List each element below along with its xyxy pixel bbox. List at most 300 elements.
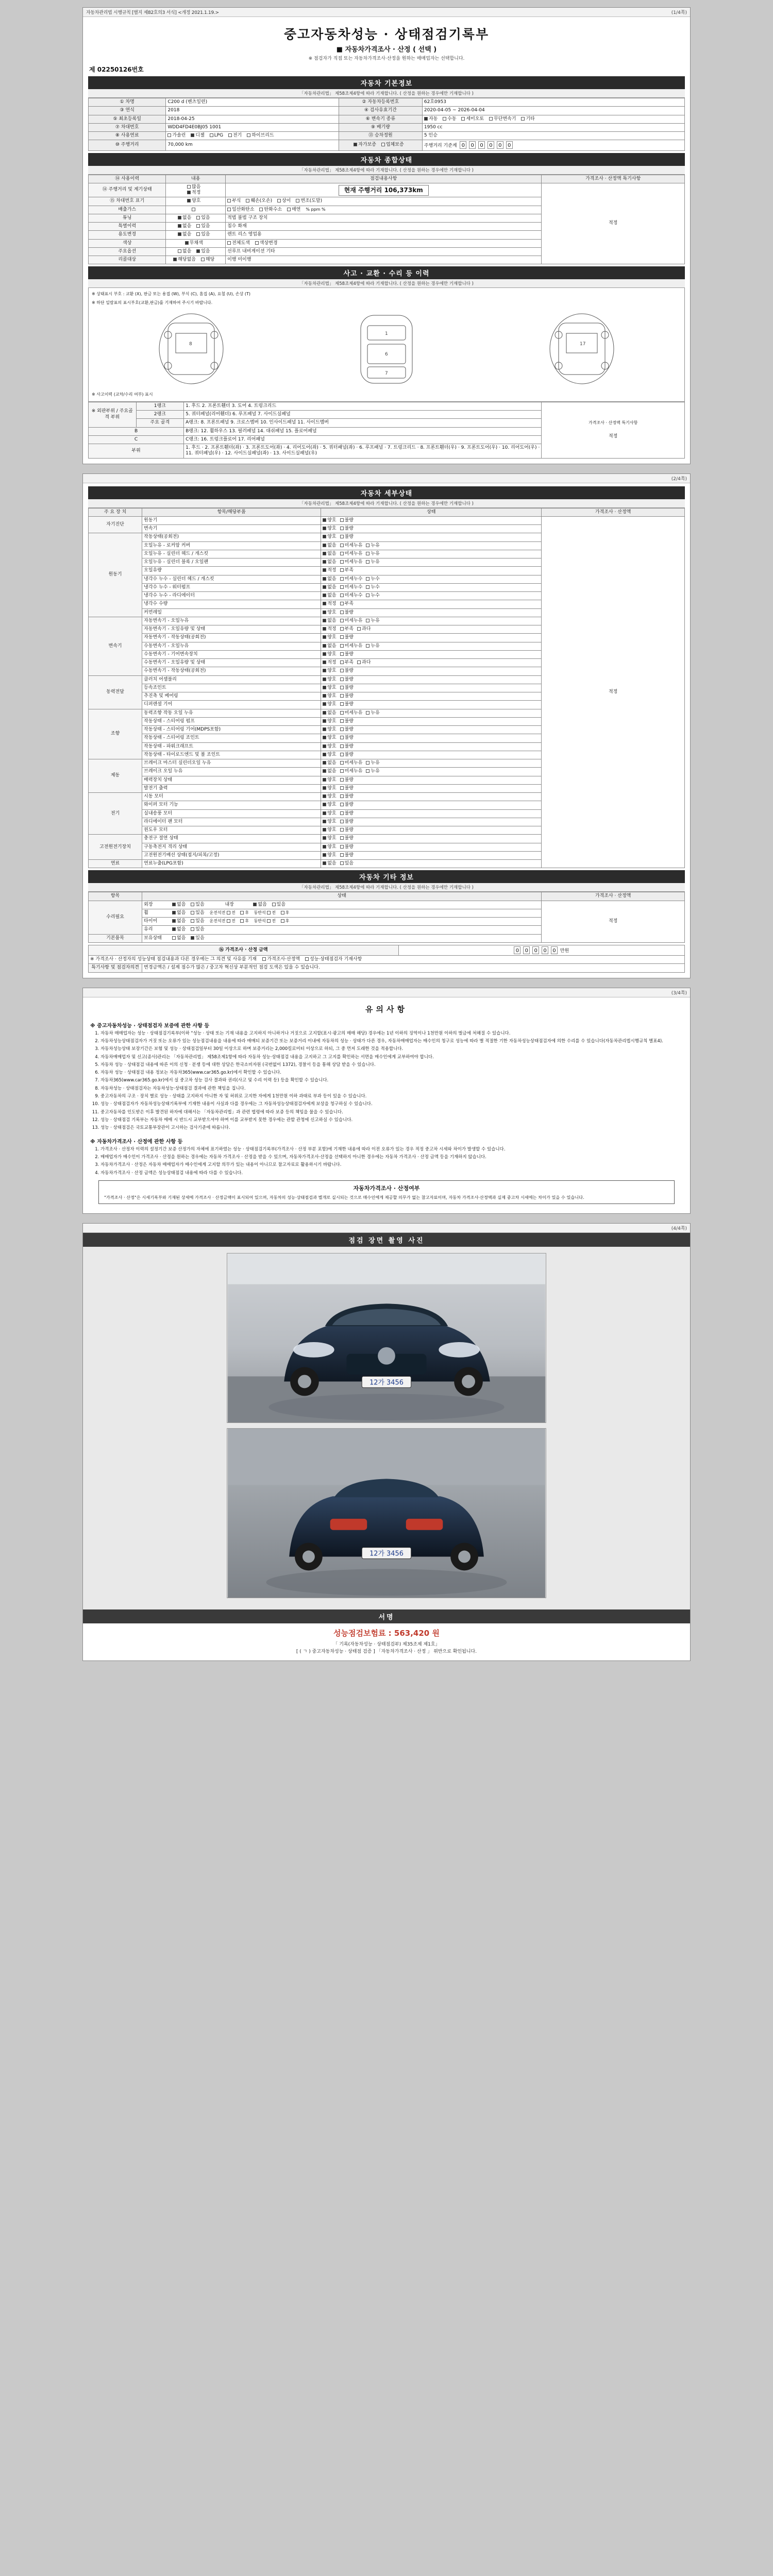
detail-item-options[interactable] [321, 625, 542, 634]
detail-option-0[interactable] [323, 853, 336, 858]
fuel-option-lpg[interactable]: LPG [210, 133, 223, 139]
checkbox-icon[interactable] [323, 535, 326, 538]
checkbox-icon[interactable] [323, 719, 326, 723]
opt-different[interactable]: 상이 [277, 198, 291, 204]
opt-damage[interactable]: 훼손(오손) [246, 198, 272, 204]
detail-option-1[interactable] [340, 585, 363, 590]
checkbox-icon[interactable] [340, 736, 344, 739]
detail-option-0[interactable] [323, 769, 336, 774]
checkbox-icon[interactable] [323, 711, 326, 715]
detail-option-0[interactable] [323, 551, 336, 557]
detail-option-0[interactable] [323, 794, 336, 800]
opt-ext-none[interactable]: 없음 [172, 902, 186, 908]
detail-option-0[interactable] [323, 760, 336, 766]
detail-option-0[interactable] [323, 543, 336, 549]
opt-price-assessed[interactable]: 가격조사·산정액 [262, 957, 300, 962]
opt-wheel-rl[interactable]: 후 [240, 910, 249, 916]
detail-item-options[interactable] [321, 860, 542, 868]
detail-option-1[interactable] [340, 702, 354, 707]
opt-wheel-none[interactable]: 없음 [172, 910, 186, 916]
checkbox-icon[interactable] [323, 786, 326, 790]
row-opts-emission[interactable] [166, 206, 226, 214]
checkbox-icon[interactable] [323, 836, 326, 840]
detail-item-options[interactable] [321, 608, 542, 617]
checkbox-icon[interactable] [340, 820, 344, 823]
detail-option-0[interactable] [323, 811, 336, 817]
detail-item-options[interactable] [321, 701, 542, 709]
warranty-option-company[interactable]: 업체보증 [381, 142, 404, 148]
detail-item-options[interactable] [321, 742, 542, 751]
detail-option-0[interactable] [323, 668, 336, 674]
checkbox-icon[interactable] [323, 727, 326, 731]
detail-option-1[interactable] [340, 819, 354, 825]
detail-option-0[interactable] [323, 693, 336, 699]
detail-option-1[interactable] [340, 577, 363, 582]
detail-option-0[interactable] [323, 844, 336, 850]
checkbox-icon[interactable] [366, 577, 369, 581]
detail-option-1[interactable] [340, 526, 354, 532]
opt-wheel-fl[interactable]: 전 [227, 910, 236, 916]
opt-usechange-none[interactable]: 없음 [178, 232, 191, 238]
detail-item-options[interactable] [321, 550, 542, 558]
checkbox-icon[interactable] [340, 836, 344, 840]
checkbox-icon[interactable] [340, 594, 344, 597]
detail-option-1[interactable] [340, 811, 354, 817]
checkbox-icon[interactable] [323, 560, 326, 564]
detail-option-0[interactable] [323, 786, 336, 791]
detail-option-1[interactable] [340, 769, 363, 774]
checkbox-icon[interactable] [323, 736, 326, 739]
detail-option-1[interactable] [340, 685, 354, 691]
checkbox-icon[interactable] [340, 753, 344, 756]
checkbox-icon[interactable] [323, 769, 326, 773]
detail-item-options[interactable] [321, 617, 542, 625]
detail-option-0[interactable] [323, 702, 336, 707]
detail-item-options[interactable] [321, 759, 542, 768]
checkbox-icon[interactable] [340, 660, 344, 664]
checkbox-icon[interactable] [366, 644, 369, 648]
detail-option-2[interactable] [357, 626, 371, 632]
detail-option-1[interactable] [340, 827, 354, 833]
fuel-option-hybrid[interactable]: 하이브리드 [247, 133, 274, 139]
detail-option-0[interactable] [323, 777, 336, 783]
detail-option-1[interactable] [340, 601, 354, 607]
checkbox-icon[interactable] [340, 627, 344, 631]
detail-option-2[interactable] [366, 585, 379, 590]
checkbox-icon[interactable] [340, 861, 344, 865]
checkbox-icon[interactable] [323, 744, 326, 748]
detail-option-1[interactable] [340, 710, 363, 716]
detail-option-0[interactable] [323, 836, 336, 841]
checkbox-icon[interactable] [340, 744, 344, 748]
checkbox-icon[interactable] [323, 594, 326, 597]
checkbox-icon[interactable] [366, 552, 369, 555]
opt-wheel-rr[interactable]: 후 [281, 910, 290, 916]
opt-special-none[interactable]: 없음 [178, 224, 191, 229]
detail-option-0[interactable] [323, 719, 336, 724]
detail-option-1[interactable] [340, 802, 354, 808]
detail-item-options[interactable] [321, 575, 542, 583]
opt-glass-yes[interactable]: 있음 [191, 927, 204, 933]
detail-option-2[interactable] [366, 551, 379, 557]
checkbox-icon[interactable] [366, 769, 369, 773]
detail-item-options[interactable] [321, 558, 542, 567]
detail-option-0[interactable] [323, 643, 336, 649]
detail-item-options[interactable] [321, 642, 542, 650]
detail-item-options[interactable] [321, 734, 542, 742]
detail-option-2[interactable] [366, 769, 379, 774]
detail-option-2[interactable] [366, 577, 379, 582]
detail-option-0[interactable] [323, 560, 336, 565]
detail-option-1[interactable] [340, 568, 354, 573]
detail-item-options[interactable] [321, 709, 542, 717]
row-opts-tuning[interactable] [166, 214, 226, 222]
detail-option-0[interactable] [323, 577, 336, 582]
checkbox-icon[interactable] [366, 594, 369, 597]
detail-option-0[interactable] [323, 677, 336, 683]
checkbox-icon[interactable] [340, 619, 344, 622]
detail-option-1[interactable] [340, 518, 354, 523]
opt-recall-na[interactable]: 해당없음 [173, 257, 196, 263]
checkbox-icon[interactable] [357, 627, 361, 631]
detail-item-options[interactable] [321, 567, 542, 575]
trans-option-etc[interactable]: 기타 [521, 116, 534, 122]
detail-option-0[interactable] [323, 526, 336, 532]
checkbox-icon[interactable] [323, 753, 326, 756]
checkbox-icon[interactable] [323, 811, 326, 815]
opt-corrosion[interactable]: 부식 [227, 198, 241, 204]
detail-option-2[interactable] [366, 593, 379, 599]
checkbox-icon[interactable] [323, 585, 326, 589]
detail-option-2[interactable] [366, 560, 379, 565]
detail-option-0[interactable] [323, 735, 336, 741]
checkbox-icon[interactable] [323, 611, 326, 614]
opt-smoke[interactable]: 매연 [287, 207, 300, 213]
opt-proper[interactable]: 적정 [187, 190, 200, 196]
opt-options-yes[interactable]: 있음 [196, 249, 210, 255]
checkbox-icon[interactable] [340, 711, 344, 715]
checkbox-icon[interactable] [323, 694, 326, 698]
opt-tuning-none[interactable]: 없음 [178, 215, 191, 221]
opt-emission-none[interactable] [192, 207, 196, 213]
detail-option-2[interactable] [357, 660, 371, 666]
detail-option-2[interactable] [366, 760, 379, 766]
trans-option-auto[interactable]: 자동 [424, 116, 438, 122]
checkbox-icon[interactable] [340, 694, 344, 698]
detail-option-1[interactable] [340, 543, 363, 549]
checkbox-icon[interactable] [323, 686, 326, 689]
trans-option-semi[interactable]: 세미오토 [461, 116, 484, 122]
detail-option-0[interactable] [323, 610, 336, 616]
opt-special-yes[interactable]: 있음 [196, 224, 210, 229]
checkbox-icon[interactable] [323, 828, 326, 832]
detail-option-1[interactable] [340, 693, 354, 699]
checkbox-icon[interactable] [340, 778, 344, 782]
checkbox-icon[interactable] [340, 585, 344, 589]
detail-option-1[interactable] [340, 752, 354, 758]
detail-item-options[interactable] [321, 793, 542, 801]
checkbox-icon[interactable] [340, 719, 344, 723]
warranty-option-self[interactable]: 자가보증 [354, 142, 376, 148]
detail-item-options[interactable] [321, 784, 542, 792]
checkbox-icon[interactable] [340, 853, 344, 857]
row-opts-color[interactable] [166, 239, 226, 247]
checkbox-icon[interactable] [323, 669, 326, 672]
checkbox-icon[interactable] [340, 544, 344, 547]
detail-option-0[interactable] [323, 827, 336, 833]
opt-wheel-fr[interactable]: 전 [267, 910, 276, 916]
detail-item-options[interactable] [321, 851, 542, 859]
checkbox-icon[interactable] [340, 652, 344, 656]
row-opts-vin[interactable] [166, 197, 226, 206]
row-opts-mileage-state[interactable] [166, 183, 226, 197]
detail-option-1[interactable] [340, 643, 363, 649]
detail-option-2[interactable] [366, 643, 379, 649]
opt-tire-rl[interactable]: 후 [240, 919, 249, 924]
detail-item-options[interactable] [321, 809, 542, 818]
checkbox-icon[interactable] [340, 761, 344, 765]
checkbox-icon[interactable] [340, 611, 344, 614]
checkbox-icon[interactable] [340, 635, 344, 639]
row-opts-options[interactable] [166, 247, 226, 256]
detail-option-0[interactable] [323, 744, 336, 750]
detail-option-0[interactable] [323, 727, 336, 733]
detail-option-0[interactable] [323, 518, 336, 523]
checkbox-icon[interactable] [323, 660, 326, 664]
checkbox-icon[interactable] [323, 803, 326, 806]
checkbox-icon[interactable] [340, 535, 344, 538]
checkbox-icon[interactable] [340, 845, 344, 849]
detail-option-1[interactable] [340, 719, 354, 724]
detail-option-1[interactable] [340, 777, 354, 783]
detail-option-2[interactable] [366, 543, 379, 549]
checkbox-icon[interactable] [340, 677, 344, 681]
detail-option-1[interactable] [340, 786, 354, 791]
opt-good[interactable]: 양호 [187, 198, 200, 204]
detail-item-options[interactable] [321, 768, 542, 776]
checkbox-icon[interactable] [323, 552, 326, 555]
checkbox-icon[interactable] [340, 602, 344, 605]
opt-many[interactable]: 많음 [187, 184, 200, 190]
checkbox-icon[interactable] [323, 820, 326, 823]
opt-basic-yes[interactable]: 있음 [191, 936, 204, 941]
row-opts-special[interactable] [166, 223, 226, 231]
detail-option-1[interactable] [340, 668, 354, 674]
detail-option-1[interactable] [340, 677, 354, 683]
checkbox-icon[interactable] [323, 702, 326, 706]
checkbox-icon[interactable] [323, 619, 326, 622]
checkbox-icon[interactable] [340, 702, 344, 706]
checkbox-icon[interactable] [340, 811, 344, 815]
detail-option-0[interactable] [323, 534, 336, 540]
detail-option-1[interactable] [340, 618, 363, 624]
opt-tire-rr[interactable]: 후 [281, 919, 290, 924]
detail-option-1[interactable] [340, 660, 354, 666]
checkbox-icon[interactable] [340, 769, 344, 773]
opt-int-yes[interactable]: 있음 [272, 902, 285, 908]
detail-item-options[interactable] [321, 843, 542, 851]
checkbox-icon[interactable] [366, 619, 369, 622]
detail-option-0[interactable] [323, 861, 336, 867]
detail-option-2[interactable] [366, 710, 379, 716]
detail-option-0[interactable] [323, 585, 336, 590]
detail-option-0[interactable] [323, 652, 336, 657]
detail-item-options[interactable] [321, 717, 542, 725]
detail-option-0[interactable] [323, 568, 336, 573]
detail-option-0[interactable] [323, 752, 336, 758]
checkbox-icon[interactable] [323, 778, 326, 782]
opt-wheel-yes[interactable]: 있음 [191, 910, 204, 916]
detail-option-1[interactable] [340, 794, 354, 800]
checkbox-icon[interactable] [323, 544, 326, 547]
detail-item-options[interactable] [321, 583, 542, 591]
checkbox-icon[interactable] [323, 644, 326, 648]
detail-option-0[interactable] [323, 685, 336, 691]
trans-option-cvt[interactable]: 무단변속기 [489, 116, 516, 122]
detail-item-options[interactable] [321, 533, 542, 541]
checkbox-icon[interactable] [323, 677, 326, 681]
checkbox-icon[interactable] [366, 761, 369, 765]
checkbox-icon[interactable] [323, 527, 326, 530]
detail-item-options[interactable] [321, 650, 542, 658]
checkbox-icon[interactable] [323, 602, 326, 605]
detail-item-options[interactable] [321, 776, 542, 784]
detail-item-options[interactable] [321, 751, 542, 759]
opt-color-original[interactable]: 무채색 [185, 241, 203, 246]
detail-option-1[interactable] [340, 853, 354, 858]
checkbox-icon[interactable] [323, 568, 326, 572]
row-opts-usechange[interactable] [166, 231, 226, 239]
opt-tire-fl[interactable]: 전 [227, 919, 236, 924]
detail-item-options[interactable] [321, 684, 542, 692]
detail-option-0[interactable] [323, 635, 336, 640]
detail-option-0[interactable] [323, 710, 336, 716]
detail-option-1[interactable] [340, 534, 354, 540]
checkbox-icon[interactable] [340, 577, 344, 581]
detail-item-options[interactable] [321, 801, 542, 809]
detail-option-1[interactable] [340, 836, 354, 841]
checkbox-icon[interactable] [366, 585, 369, 589]
detail-item-options[interactable] [321, 726, 542, 734]
checkbox-icon[interactable] [323, 635, 326, 639]
opt-ext-yes[interactable]: 있음 [191, 902, 204, 908]
checkbox-icon[interactable] [340, 560, 344, 564]
checkbox-icon[interactable] [340, 527, 344, 530]
detail-option-1[interactable] [340, 735, 354, 741]
detail-item-options[interactable] [321, 659, 542, 667]
detail-item-options[interactable] [321, 826, 542, 835]
detail-item-options[interactable] [321, 525, 542, 533]
opt-color-full[interactable]: 전체도색 [227, 241, 250, 246]
checkbox-icon[interactable] [340, 644, 344, 648]
detail-option-1[interactable] [340, 551, 363, 557]
detail-option-2[interactable] [366, 618, 379, 624]
detail-item-options[interactable] [321, 835, 542, 843]
trans-option-manual[interactable]: 수동 [443, 116, 456, 122]
opt-options-none[interactable]: 없음 [178, 249, 191, 255]
opt-tire-fr[interactable]: 전 [267, 919, 276, 924]
checkbox-icon[interactable] [323, 845, 326, 849]
detail-option-0[interactable] [323, 802, 336, 808]
checkbox-icon[interactable] [366, 544, 369, 547]
opt-color-changed[interactable]: 색상변경 [255, 241, 278, 246]
detail-item-options[interactable] [321, 541, 542, 550]
checkbox-icon[interactable] [340, 727, 344, 731]
detail-option-0[interactable] [323, 618, 336, 624]
detail-option-1[interactable] [340, 727, 354, 733]
checkbox-icon[interactable] [340, 786, 344, 790]
checkbox-icon[interactable] [323, 577, 326, 581]
checkbox-icon[interactable] [323, 518, 326, 522]
checkbox-icon[interactable] [323, 861, 326, 865]
row-opts-recall[interactable] [166, 256, 226, 264]
opt-usechange-yes[interactable]: 있음 [196, 232, 210, 238]
detail-option-1[interactable] [340, 861, 354, 867]
opt-altered[interactable]: 변조(도말) [296, 198, 322, 204]
checkbox-icon[interactable] [340, 828, 344, 832]
checkbox-icon[interactable] [340, 568, 344, 572]
checkbox-icon[interactable] [323, 627, 326, 631]
detail-item-options[interactable] [321, 592, 542, 600]
detail-item-options[interactable] [321, 675, 542, 684]
detail-item-options[interactable] [321, 818, 542, 826]
checkbox-icon[interactable] [357, 660, 361, 664]
detail-option-0[interactable] [323, 601, 336, 607]
checkbox-icon[interactable] [366, 560, 369, 564]
detail-option-1[interactable] [340, 635, 354, 640]
detail-item-options[interactable] [321, 667, 542, 675]
checkbox-icon[interactable] [340, 794, 344, 798]
detail-option-1[interactable] [340, 844, 354, 850]
detail-option-1[interactable] [340, 760, 363, 766]
detail-option-0[interactable] [323, 819, 336, 825]
detail-item-options[interactable] [321, 692, 542, 701]
fuel-option-gasoline[interactable]: 가솔린 [167, 133, 186, 139]
checkbox-icon[interactable] [340, 518, 344, 522]
detail-option-1[interactable] [340, 560, 363, 565]
detail-option-0[interactable] [323, 626, 336, 632]
checkbox-icon[interactable] [366, 711, 369, 715]
checkbox-icon[interactable] [340, 686, 344, 689]
detail-item-options[interactable] [321, 634, 542, 642]
fuel-option-ev[interactable]: 전기 [228, 133, 242, 139]
opt-hc[interactable]: 탄화수소 [259, 207, 282, 213]
opt-basic-none[interactable]: 없음 [172, 936, 186, 941]
detail-option-1[interactable] [340, 610, 354, 616]
checkbox-icon[interactable] [340, 669, 344, 672]
detail-option-1[interactable] [340, 626, 354, 632]
opt-price-inspector[interactable]: 성능·상태점검자 기재사항 [305, 957, 362, 962]
opt-int-none[interactable]: 없음 [253, 902, 266, 908]
detail-option-1[interactable] [340, 593, 363, 599]
fuel-option-diesel[interactable]: 디젤 [191, 133, 204, 139]
checkbox-icon[interactable] [340, 803, 344, 806]
opt-co[interactable]: 일산화탄소 [227, 207, 254, 213]
detail-option-1[interactable] [340, 744, 354, 750]
checkbox-icon[interactable] [323, 652, 326, 656]
checkbox-icon[interactable] [323, 853, 326, 857]
opt-tuning-yes[interactable]: 있음 [196, 215, 210, 221]
opt-recall-yes[interactable]: 해당 [201, 257, 214, 263]
detail-item-options[interactable] [321, 516, 542, 524]
checkbox-icon[interactable] [340, 552, 344, 555]
detail-option-1[interactable] [340, 652, 354, 657]
opt-glass-none[interactable]: 없음 [172, 927, 186, 933]
opt-tire-none[interactable]: 없음 [172, 919, 186, 924]
detail-option-0[interactable] [323, 660, 336, 666]
detail-option-0[interactable] [323, 593, 336, 599]
detail-item-options[interactable] [321, 600, 542, 608]
